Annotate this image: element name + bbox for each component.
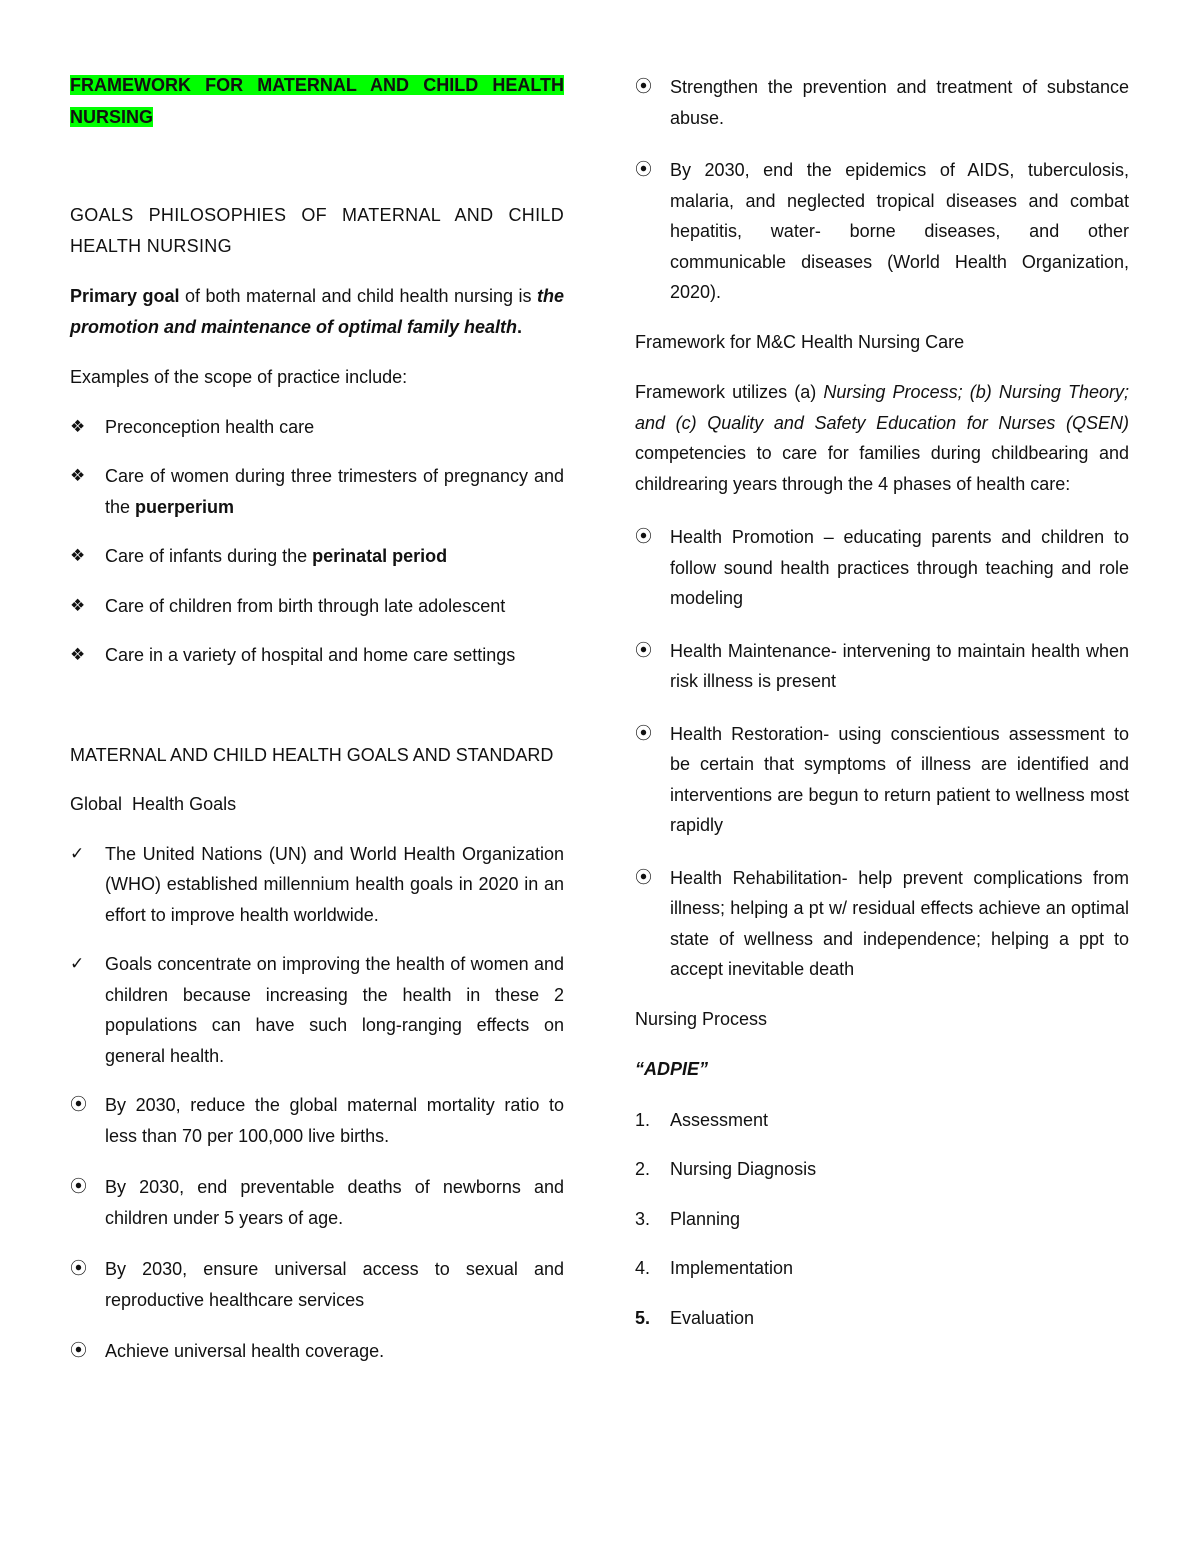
checkmark-icon: ✓: [70, 954, 85, 973]
target-bullet-icon: ⦿: [70, 1259, 87, 1278]
primary-goal-paragraph: [70, 281, 564, 342]
framework-paragraph: Framework utilizes (a) Nursing Process; (b) Nursing Theory; and (c) Quality and Safety Education for Nurses (QSEN) competencies to care for families during childbearing and childrearing years through the 4 phases of health care:: [635, 382, 1129, 494]
document-title: [70, 70, 564, 100]
list-item: ⦿ Health Maintenance- intervening to maintain health when risk illness is present: [635, 636, 1129, 697]
nursing-process-steps: [635, 1105, 1129, 1334]
target-bullet-icon: ⦿: [70, 1177, 87, 1196]
list-item: ✓ The United Nations (UN) and World Health Organization (WHO) established millennium health goals in 2020 in an effort to improve health worldwide.: [70, 839, 564, 931]
scope-list: [70, 412, 564, 671]
left-column: [70, 68, 564, 1386]
list-item: ⦿ Strengthen the prevention and treatment of substance abuse.: [635, 72, 1129, 133]
diamond-bullet-icon: ❖: [70, 595, 86, 615]
step-number: 3.: [635, 1208, 651, 1229]
target-bullet-icon: ⦿: [635, 527, 652, 546]
list-item: ✓ Goals concentrate on improving the health of women and children because increasing the health in these 2 populations can have such long-ranging effects on general health.: [70, 949, 564, 1071]
list-item: ❖ Preconception health care: [70, 412, 564, 443]
target-bullet-icon: ⦿: [635, 160, 652, 179]
list-item: [635, 1204, 1129, 1235]
phases-list: [635, 522, 1129, 985]
diamond-bullet-icon: ❖: [70, 546, 86, 565]
adpie-label: “ADPIE”: [635, 1059, 709, 1079]
diamond-bullet-icon: ❖: [70, 466, 86, 485]
framework-emphasis: Nursing Process; (b) Nursing Theory; and (c) Quality and Safety Education for Nurses (QSEN): [635, 382, 1129, 433]
step-label: Evaluation: [670, 1307, 755, 1328]
list-item: ⦿ By 2030, reduce the global maternal mortality ratio to less than 70 per 100,000 live births.: [70, 1090, 564, 1151]
list-item: ❖ Care of women during three trimesters of pregnancy and the puerperium: [70, 461, 564, 522]
mch-goals-heading: MATERNAL AND CHILD HEALTH GOALS AND STANDARD: [70, 744, 554, 765]
primary-goal-emphasis: the promotion and maintenance of optimal family health: [70, 286, 565, 337]
list-item: ⦿ Health Rehabilitation- help prevent complications from illness; helping a pt w/ residual effects achieve an optimal state of wellness and independence; helping a ppt to accept inevitable death: [635, 863, 1129, 985]
step-label: Nursing Diagnosis: [670, 1159, 817, 1179]
global-goals-list: [70, 839, 564, 1367]
step-label: Implementation: [670, 1258, 794, 1278]
checkmark-icon: ✓: [70, 843, 85, 863]
list-item: [635, 1253, 1129, 1284]
target-bullet-icon: ⦿: [635, 867, 652, 887]
framework-heading: Framework for M&C Health Nursing Care: [635, 331, 965, 352]
goals-heading: GOALS PHILOSOPHIES OF MATERNAL AND CHILD HEALTH NURSING: [70, 205, 564, 256]
primary-goal-label: Primary goal: [70, 286, 180, 306]
document-title-continued: [70, 102, 564, 132]
target-bullet-icon: ⦿: [70, 1095, 87, 1114]
nursing-process-heading: Nursing Process: [635, 1008, 768, 1029]
target-bullet-icon: ⦿: [635, 77, 652, 96]
list-item: ⦿ By 2030, ensure universal access to sexual and reproductive healthcare services: [70, 1254, 564, 1315]
list-item: ❖ Care of children from birth through late adolescent: [70, 591, 564, 622]
title-line-2: NURSING: [70, 107, 154, 127]
scope-intro: Examples of the scope of practice include:: [70, 367, 408, 387]
global-targets-list-continued: [635, 72, 1129, 308]
step-number: 5.: [635, 1307, 651, 1328]
title-line-1: FRAMEWORK FOR MATERNAL AND CHILD HEALTH: [70, 75, 564, 95]
list-item: [635, 1154, 1129, 1185]
step-number: 1.: [635, 1109, 651, 1130]
right-column: [635, 72, 1129, 1352]
list-item: [635, 1303, 1129, 1334]
step-label: Planning: [670, 1208, 741, 1229]
global-health-goals-heading: Global Health Goals: [70, 794, 237, 814]
list-item: ⦿ Health Restoration- using conscientious assessment to be certain that symptoms of illness are identified and interventions are begun to return patient to wellness most rapidly: [635, 719, 1129, 841]
target-bullet-icon: ⦿: [70, 1341, 87, 1360]
diamond-bullet-icon: ❖: [70, 645, 86, 664]
primary-goal-end: .: [517, 316, 523, 337]
target-bullet-icon: ⦿: [635, 640, 652, 660]
step-number: 4.: [635, 1258, 651, 1278]
list-item: ⦿ Achieve universal health coverage.: [70, 1336, 564, 1367]
diamond-bullet-icon: ❖: [70, 416, 86, 436]
list-item: ⦿ By 2030, end the epidemics of AIDS, tuberculosis, malaria, and neglected tropical diseases and combat hepatitis, water- borne diseases, and other communicable diseases (World Health Organization, 2020).: [635, 155, 1129, 308]
list-item: ⦿ Health Promotion – educating parents and children to follow sound health practices through teaching and role modeling: [635, 522, 1129, 614]
list-item: ❖ Care of infants during the perinatal period: [70, 541, 564, 572]
step-label: Assessment: [670, 1109, 769, 1130]
primary-goal-text: of both maternal and child health nursing is: [179, 286, 538, 306]
list-item: ❖ Care in a variety of hospital and home care settings: [70, 640, 564, 671]
step-number: 2.: [635, 1159, 651, 1179]
list-item: [635, 1105, 1129, 1136]
target-bullet-icon: ⦿: [635, 723, 652, 743]
list-item: ⦿ By 2030, end preventable deaths of newborns and children under 5 years of age.: [70, 1172, 564, 1233]
